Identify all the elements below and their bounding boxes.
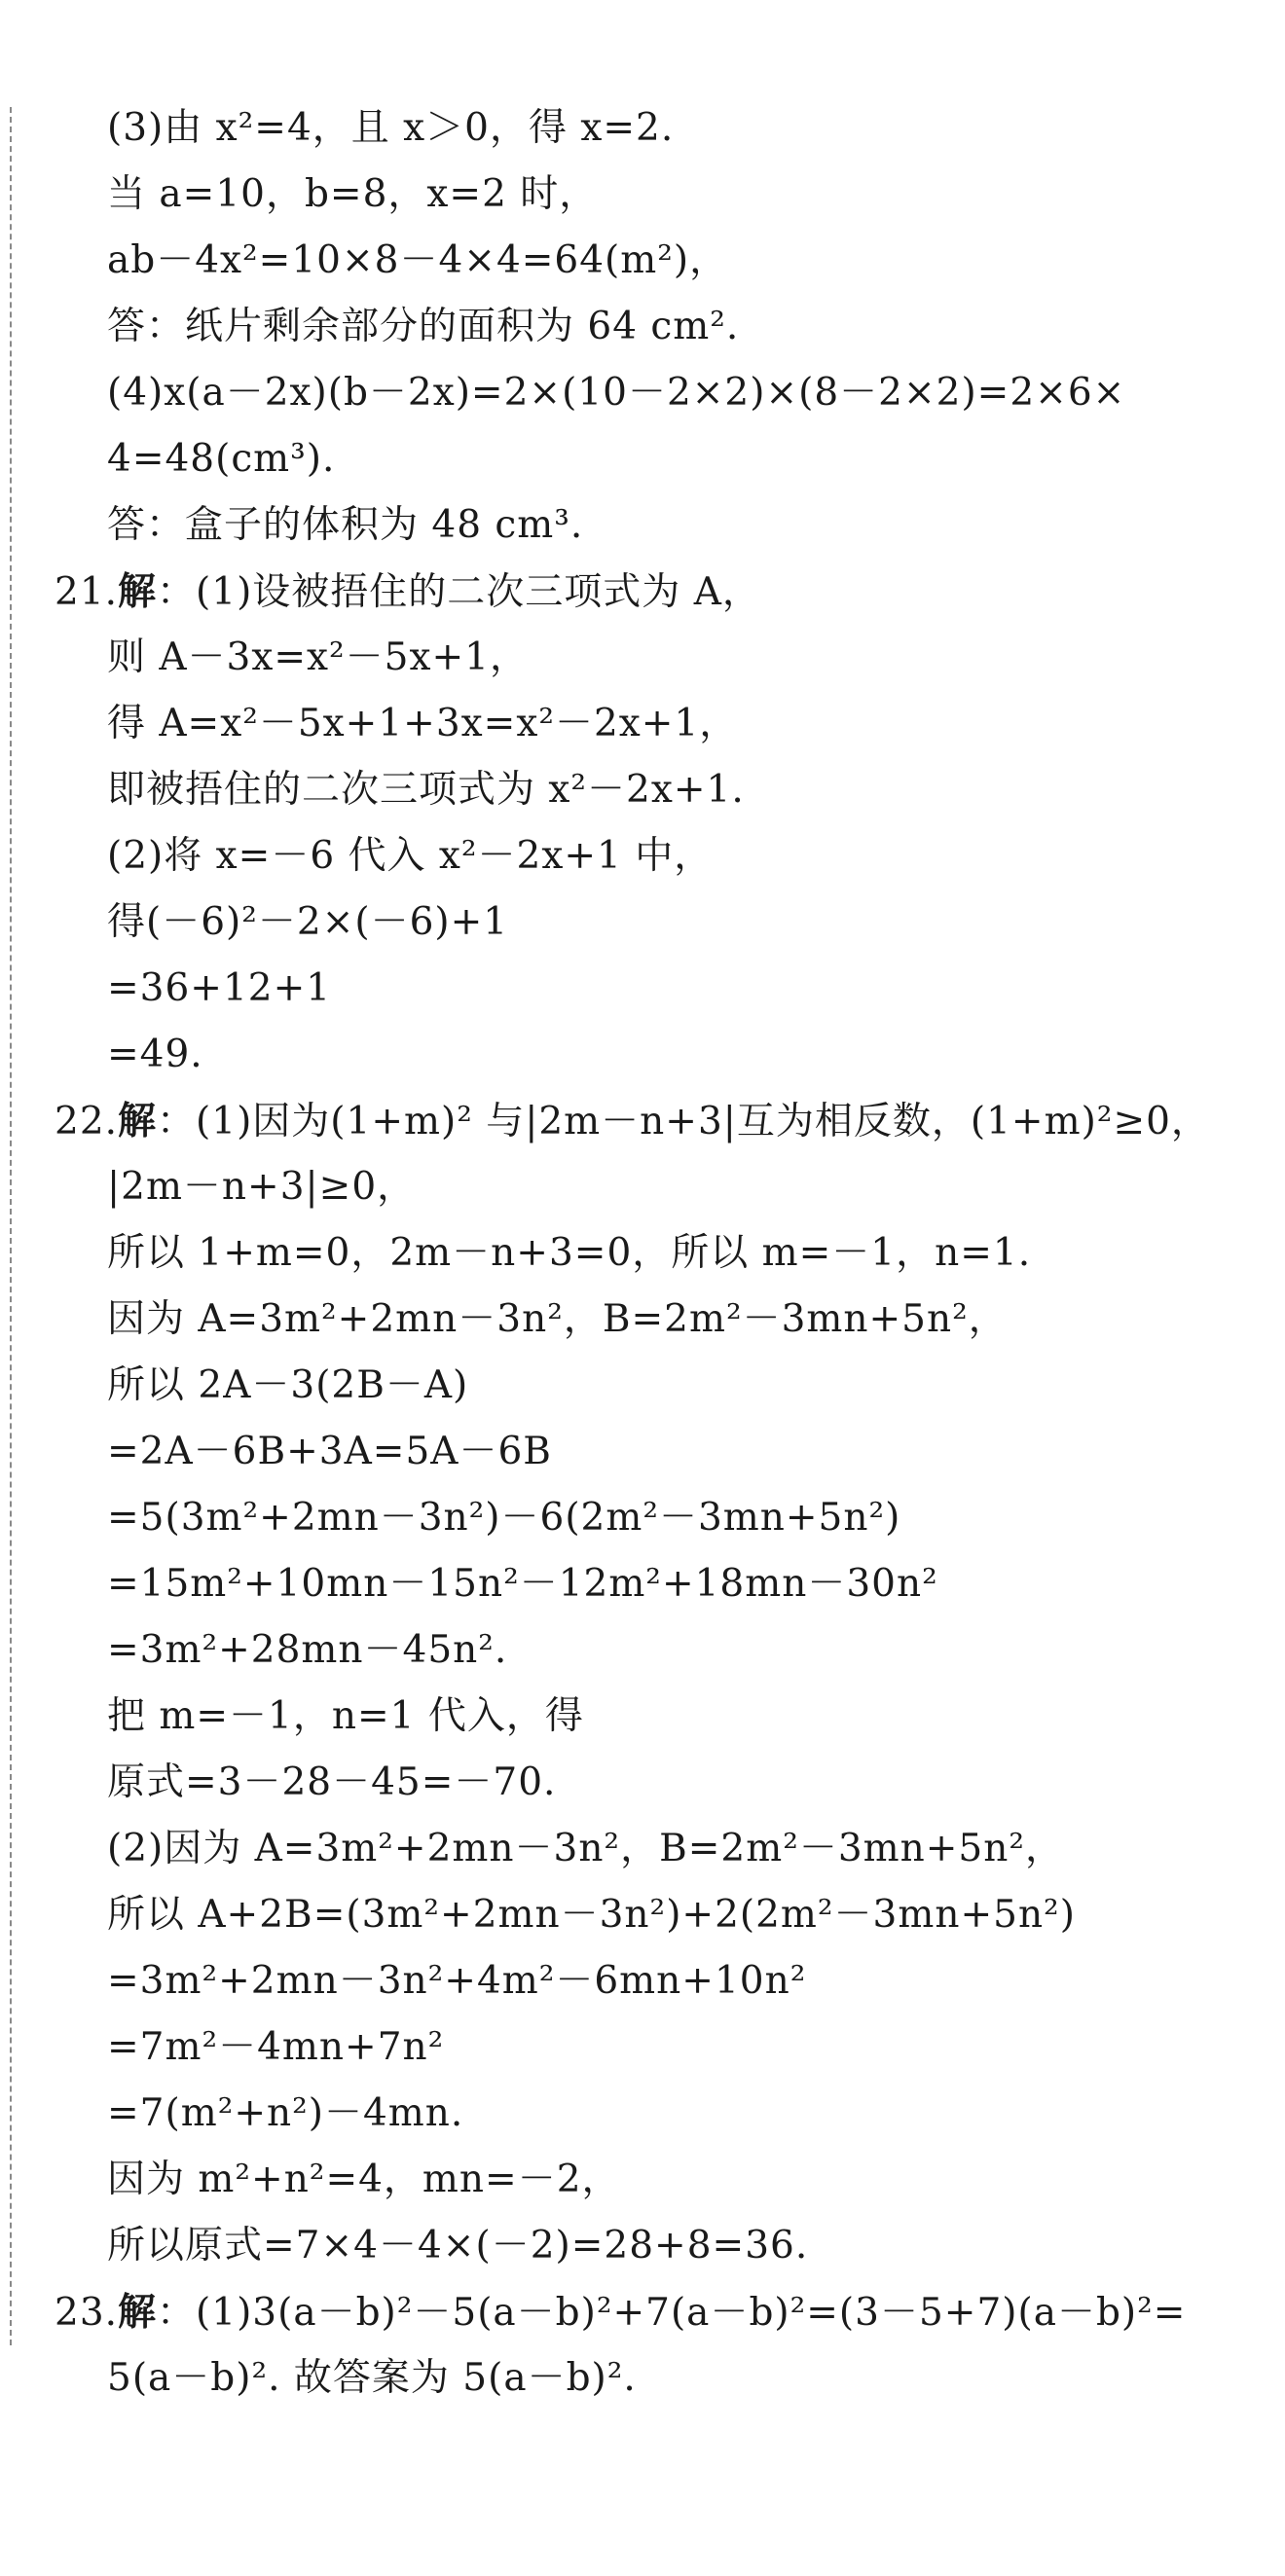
answer-line: 得(－6)²－2×(－6)+1 — [107, 900, 509, 944]
answer-line: =7m²－4mn+7n² — [107, 2025, 445, 2069]
answer-line: (2)将 x=－6 代入 x²－2x+1 中， — [107, 834, 714, 878]
answer-line: 把 m=－1，n=1 代入，得 — [107, 1694, 584, 1738]
answer-line: =3m²+2mn－3n²+4m²－6mn+10n² — [107, 1959, 807, 2003]
answer-line: 因为 A=3m²+2mn－3n²，B=2m²－3mn+5n²， — [107, 1297, 1008, 1341]
binding-margin-dashed-line — [10, 107, 12, 2345]
answer-line: 所以 1+m=0，2m－n+3=0，所以 m=－1，n=1. — [107, 1231, 1032, 1275]
answer-line: 得 A=x²－5x+1+3x=x²－2x+1， — [107, 702, 739, 745]
answer-line: =15m²+10mn－15n²－12m²+18mn－30n² — [107, 1562, 938, 1606]
answer-line: 4=48(cm³). — [107, 437, 336, 481]
answer-line: =7(m²+n²)－4mn. — [107, 2091, 464, 2135]
answer-line: 答：盒子的体积为 48 cm³. — [107, 503, 584, 547]
answer-line: =36+12+1 — [107, 966, 332, 1010]
answer-line: 所以原式=7×4－4×(－2)=28+8=36. — [107, 2224, 809, 2268]
answer-line: (4)x(a－2x)(b－2x)=2×(10－2×2)×(8－2×2)=2×6× — [107, 371, 1126, 415]
question-22-heading: 22.解：(1)因为(1+m)² 与|2m－n+3|互为相反数，(1+m)²≥0， — [55, 1099, 1210, 1143]
answer-line: 当 a=10，b=8，x=2 时， — [107, 172, 599, 216]
answer-line: 5(a－b)². 故答案为 5(a－b)². — [107, 2356, 637, 2400]
answer-line: ab－4x²=10×8－4×4=64(m²)， — [107, 238, 729, 282]
answer-line: 则 A－3x=x²－5x+1， — [107, 635, 529, 679]
answer-line: =3m²+28mn－45n². — [107, 1628, 508, 1672]
answer-line: 原式=3－28－45=－70. — [107, 1760, 557, 1804]
answer-line: (3)由 x²=4，且 x＞0，得 x=2. — [107, 106, 675, 150]
answer-line: 即被捂住的二次三项式为 x²－2x+1. — [107, 768, 745, 812]
answer-line: =2A－6B+3A=5A－6B — [107, 1430, 552, 1473]
answer-line: =49. — [107, 1033, 203, 1076]
answer-line: 因为 m²+n²=4，mn=－2， — [107, 2158, 621, 2201]
answer-line: 答：纸片剩余部分的面积为 64 cm². — [107, 305, 740, 348]
question-23-heading: 23.解：(1)3(a－b)²－5(a－b)²+7(a－b)²=(3－5+7)(a－b)²= — [55, 2290, 1187, 2335]
question-21-heading: 21.解：(1)设被捂住的二次三项式为 A， — [55, 569, 761, 614]
answer-line: |2m－n+3|≥0， — [107, 1165, 417, 1209]
answer-line: 所以 2A－3(2B－A) — [107, 1363, 469, 1407]
answer-line: 所以 A+2B=(3m²+2mn－3n²)+2(2m²－3mn+5n²) — [107, 1893, 1076, 1937]
answer-line: =5(3m²+2mn－3n²)－6(2m²－3mn+5n²) — [107, 1496, 901, 1540]
answer-line: (2)因为 A=3m²+2mn－3n²，B=2m²－3mn+5n²， — [107, 1827, 1064, 1870]
